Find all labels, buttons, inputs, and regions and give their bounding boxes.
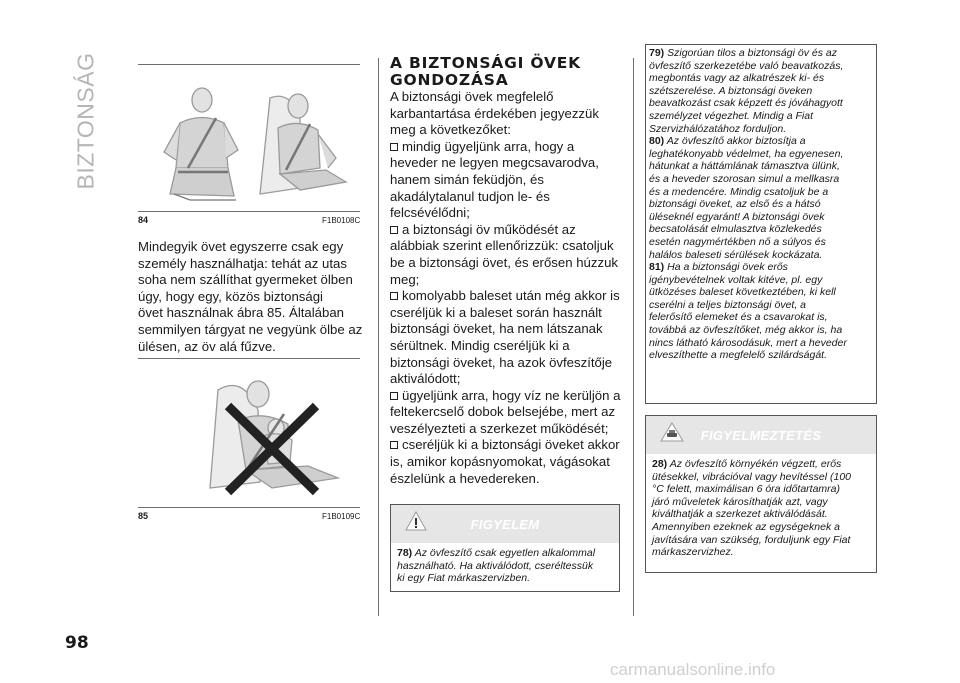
warning-header	[391, 505, 619, 543]
bullet-line: feltekercselő dobok belsejébe, mert az	[390, 404, 616, 420]
note-line: és a medencére. Mindig csatoljuk be a	[649, 185, 829, 198]
bullet-line: akadálytalanul tudjon le- és	[390, 188, 550, 204]
note-line: Szigorúan tilos a biztonsági öv és az	[667, 47, 837, 59]
mid-rule-left	[138, 358, 360, 359]
bullet-line: alábbiak szerint ellenőrizzük: csatoljuk	[390, 238, 614, 254]
bullet-line: sérültnek. Mindig cseréljük ki a	[390, 337, 570, 353]
warning-line: Amennyiben ezeknek az egységeknek a	[652, 520, 840, 533]
note-line: szétszerelése. A biztonsági öveken	[649, 84, 813, 97]
section-heading	[390, 55, 630, 89]
note-line: halálos baleseti sérülések kockázata.	[649, 248, 823, 261]
section-heading-line: GONDOZÁSA	[390, 71, 509, 89]
note-line: beavatkozást csak képzett és jóváhagyott	[649, 97, 843, 110]
bullet-square-icon	[390, 226, 398, 234]
figure-85-rule	[138, 507, 360, 508]
bullet-line: aktiválódott;	[390, 371, 461, 387]
warning-body	[646, 454, 876, 565]
bullet-line: cseréljük ki a biztonsági öveket akkor	[402, 437, 620, 453]
section-title	[66, 46, 106, 196]
bullet-line: biztonsági öveket, ha azok övfeszítője	[390, 354, 613, 370]
note-number: 28)	[652, 458, 668, 470]
warning-box-figyelmeztetes	[645, 415, 877, 573]
warning-line: járó műveletek károsíthatják azt, vagy	[652, 495, 828, 508]
bullet-line: is, amikor kopásnyomokat, vágásokat	[390, 454, 610, 470]
figure-85-illustration	[188, 370, 358, 500]
note-line: Ha a biztonsági övek erős	[667, 261, 788, 274]
note-line: felerősítő elemeket és a csavarokat is,	[649, 311, 828, 324]
column-divider-2	[633, 58, 634, 616]
left-paragraph-line: ülésen, az öv alá fűzve.	[138, 338, 276, 354]
left-paragraph-line: övet használnak ábra 85. Általában	[138, 305, 345, 321]
bullet-square-icon	[390, 392, 398, 400]
bullet-line: felcsévélődni;	[390, 205, 470, 221]
note-line: Az övfeszítő akkor biztosítja a	[666, 135, 806, 148]
note-line: cserélni a teljes biztonsági övet, a	[649, 298, 807, 311]
bullet-line: a biztonsági öv működését az	[402, 221, 576, 237]
figure-85-number: 85	[138, 511, 149, 521]
warning-label: FIGYELMEZTETÉS	[700, 428, 822, 443]
note-line: esetén nagymértékben nő a súlyos és	[649, 235, 826, 248]
note-line: és a heveder szorosan simul a mellkasra	[649, 172, 840, 185]
left-paragraph	[138, 239, 368, 355]
note-line: ütközéses baleset következtében, ki kell	[649, 286, 836, 299]
note-line: üléseknél egyaránt! A biztonsági övek	[649, 210, 825, 223]
note-line: elveszíthette a megfelelő szilárdságát.	[649, 349, 828, 362]
warning-line: °C felett, maximálisan 6 óra időtartamra)	[652, 483, 841, 496]
note-line: leghatékonyabb védelmet, ha egyenesen,	[649, 147, 844, 160]
bullet-line: észlelünk a hevedereken.	[390, 470, 540, 486]
watermark: carmanualsonline.info	[610, 660, 776, 679]
section-heading-line: A BIZTONSÁGI ÖVEK	[390, 54, 581, 72]
warning-header	[646, 416, 876, 454]
note-line: megbontás vagy az alkatrészek ki- és	[649, 72, 825, 85]
top-rule-left	[138, 64, 360, 65]
note-line: személyzet végezhet. Mindig a Fiat	[649, 109, 813, 122]
left-paragraph-line: semmilyen tárgyat ne vegyünk ölbe az	[138, 321, 363, 337]
left-paragraph-line: soha nem szállíthat gyermeket ölben	[138, 272, 353, 288]
figure-84-number: 84	[138, 215, 149, 225]
column-divider-1	[378, 58, 379, 616]
note-line: igénybevételnek voltak kitéve, pl. egy	[649, 273, 823, 286]
bullet-line: komolyabb baleset után még akkor is	[402, 288, 620, 304]
note-number: 78)	[397, 547, 413, 559]
bullet-line: heveder ne legyen megcsavarodva,	[390, 155, 599, 171]
warning-line: Az övfeszítő csak egyetlen alkalommal	[414, 547, 596, 559]
warning-line: ki egy Fiat márkaszervizben.	[397, 572, 531, 585]
left-paragraph-line: személy használhatja: tehát az utas	[138, 255, 347, 271]
bullet-line: biztonsági öveket, ha nem látszanak	[390, 321, 603, 337]
left-paragraph-line: úgy, hogy egy, közös biztonsági	[138, 288, 323, 304]
warning-line: kiválthatják a szerkezet aktiválódását.	[652, 508, 828, 521]
warning-line: javítására van szükség, forduljunk egy Fiat	[652, 533, 851, 546]
section-title-text: BIZTONSÁG	[72, 52, 99, 190]
page-number: 98	[65, 633, 89, 653]
note-line: hátunkat a háttámlának támasztva ülünk,	[649, 160, 840, 173]
note-line: övfeszítő szerkezetébe való beavatkozás,	[649, 59, 844, 72]
warning-box-figyelem	[390, 504, 620, 592]
figure-84-rule	[138, 211, 360, 212]
warning-line: ütésekkel, vibrációval vagy hevítéssel (100	[652, 470, 852, 483]
bullet-line: mindig ügyeljünk arra, hogy a	[402, 138, 575, 154]
note-number: 80)	[649, 135, 665, 148]
intro-line: A biztonsági övek megfelelő	[390, 89, 554, 104]
warning-line: Az övfeszítő környékén végzett, erős	[669, 458, 842, 470]
note-number: 81)	[649, 261, 665, 274]
bullet-square-icon	[390, 292, 398, 300]
note-line: továbbá az övfeszítőket, még akkor is, ha	[649, 324, 843, 337]
note-line: becsatolását elmulasztva közlekedés	[649, 223, 822, 236]
bullet-line: be a biztonsági övet, és erősen húzzuk	[390, 254, 618, 270]
middle-text	[390, 89, 630, 487]
figure-84-illustration	[150, 78, 350, 208]
note-line: Szervizhálózatához forduljon.	[649, 122, 787, 135]
notes-text	[649, 47, 875, 362]
warning-body	[391, 543, 619, 591]
bullet-square-icon	[390, 441, 398, 449]
note-number: 79)	[649, 47, 665, 59]
intro-line: meg a következőket:	[390, 122, 511, 138]
figure-85-code: F1B0109C	[322, 512, 361, 521]
bullet-square-icon	[390, 143, 398, 151]
bullet-line: hanem simán feküdjön, és	[390, 171, 544, 187]
bullet-line: veszélyezteti a szerkezet működését;	[390, 420, 609, 436]
note-line: nincs látható károsodásuk, mert a heveder	[649, 336, 847, 349]
left-paragraph-line: Mindegyik övet egyszerre csak egy	[138, 239, 344, 254]
bullet-line: meg;	[390, 271, 420, 287]
warning-line: márkaszervizhez.	[652, 546, 734, 559]
bullet-line: ügyeljünk arra, hogy víz ne kerüljön a	[402, 387, 621, 403]
figure-84-code: F1B0108C	[322, 216, 361, 225]
intro-line: karbantartása érdekében jegyezzük	[390, 105, 599, 121]
warning-line: használható. Ha aktiválódott, cseréltessük	[397, 559, 594, 572]
note-line: biztonsági öveket, az első és a hátsó	[649, 198, 821, 211]
bullet-line: cseréljük ki a baleset során használt	[390, 304, 602, 320]
warning-label: FIGYELEM	[470, 517, 540, 532]
